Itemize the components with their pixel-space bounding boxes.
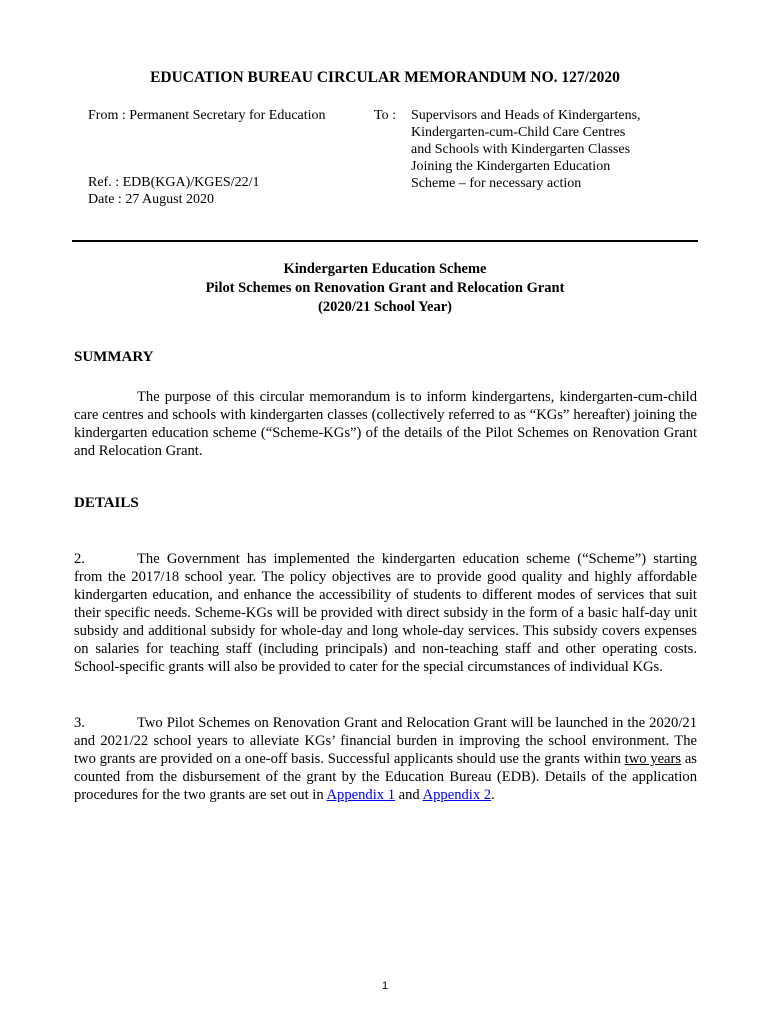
recipient-line: Supervisors and Heads of Kindergartens,: [411, 108, 641, 123]
memo-reference: Ref. : EDB(KGA)/KGES/22/1: [88, 175, 260, 190]
paragraph-3-text-b: as counted from the disbursement of the grant by the Education Bureau (EDB). Details of the application procedures for the two grants are set out in: [74, 751, 697, 803]
memo-ref-block: [88, 174, 260, 208]
memo-recipients: [411, 107, 711, 192]
subject-line-3: (2020/21 School Year): [318, 299, 452, 315]
details-heading: DETAILS: [74, 495, 139, 511]
memo-to-label: To :: [374, 108, 396, 123]
memo-title: EDUCATION BUREAU CIRCULAR MEMORANDUM NO. 127/2020: [150, 69, 620, 86]
paragraph-number: 3.: [74, 715, 85, 731]
recipient-line: and Schools with Kindergarten Classes: [411, 142, 631, 157]
subject-line-2: Pilot Schemes on Renovation Grant and Relocation Grant: [205, 280, 565, 296]
paragraph-2: [74, 550, 697, 676]
paragraph-2-text: The Government has implemented the kindergarten education scheme (“Scheme”) starting from the 2017/18 school year. The policy objectives are to provide good quality and highly affordable kindergarten education, and enhance the accessibility of students to different modes of services that suit their specific needs. Scheme-KGs will be provided with direct subsidy in the form of a basic half-day unit subsidy and additional subsidy for whole-day and long whole-day services. This subsidy covers expenses on salaries for teaching staff (including principals) and non-teaching staff and other operating costs. School-specific grants will also be provided to cater for the special circumstances of individual KGs.: [74, 551, 697, 675]
appendix-1-link[interactable]: Appendix 1: [326, 787, 395, 803]
paragraph-end: .: [491, 787, 495, 803]
underlined-two-years: two years: [624, 751, 682, 767]
recipient-line: Kindergarten-cum-Child Care Centres: [411, 125, 626, 140]
paragraph-3: [74, 714, 697, 804]
subject-block: [0, 260, 770, 317]
paragraph-3-text-a: Two Pilot Schemes on Renovation Grant and Relocation Grant will be launched in the 2020/21 and 2021/22 school years to alleviate KGs’ financial burden in improving the school environment. The two grants are provided on a one-off basis. Successful applicants should use the grants within: [74, 715, 697, 767]
recipient-line: Scheme – for necessary action: [411, 176, 582, 191]
subject-line-1: Kindergarten Education Scheme: [283, 261, 487, 277]
appendix-2-link[interactable]: Appendix 2: [422, 787, 492, 803]
memo-date: Date : 27 August 2020: [88, 192, 214, 207]
summary-heading: SUMMARY: [74, 349, 154, 365]
memo-from: From : Permanent Secretary for Education: [88, 108, 326, 123]
paragraph-number: 2.: [74, 551, 85, 567]
summary-paragraph: The purpose of this circular memorandum is to inform kindergartens, kindergarten-cum-child care centres and schools with kindergarten classes (collectively referred to as “KGs” hereafter) joining the kindergarten education scheme (“Scheme-KGs”) of the details of the Pilot Schemes on Renovation Grant and Relocation Grant.: [74, 389, 697, 459]
page-number: 1: [381, 980, 389, 992]
and-word: and: [398, 787, 420, 803]
header-divider: [72, 240, 698, 242]
recipient-line: Joining the Kindergarten Education: [411, 159, 611, 174]
